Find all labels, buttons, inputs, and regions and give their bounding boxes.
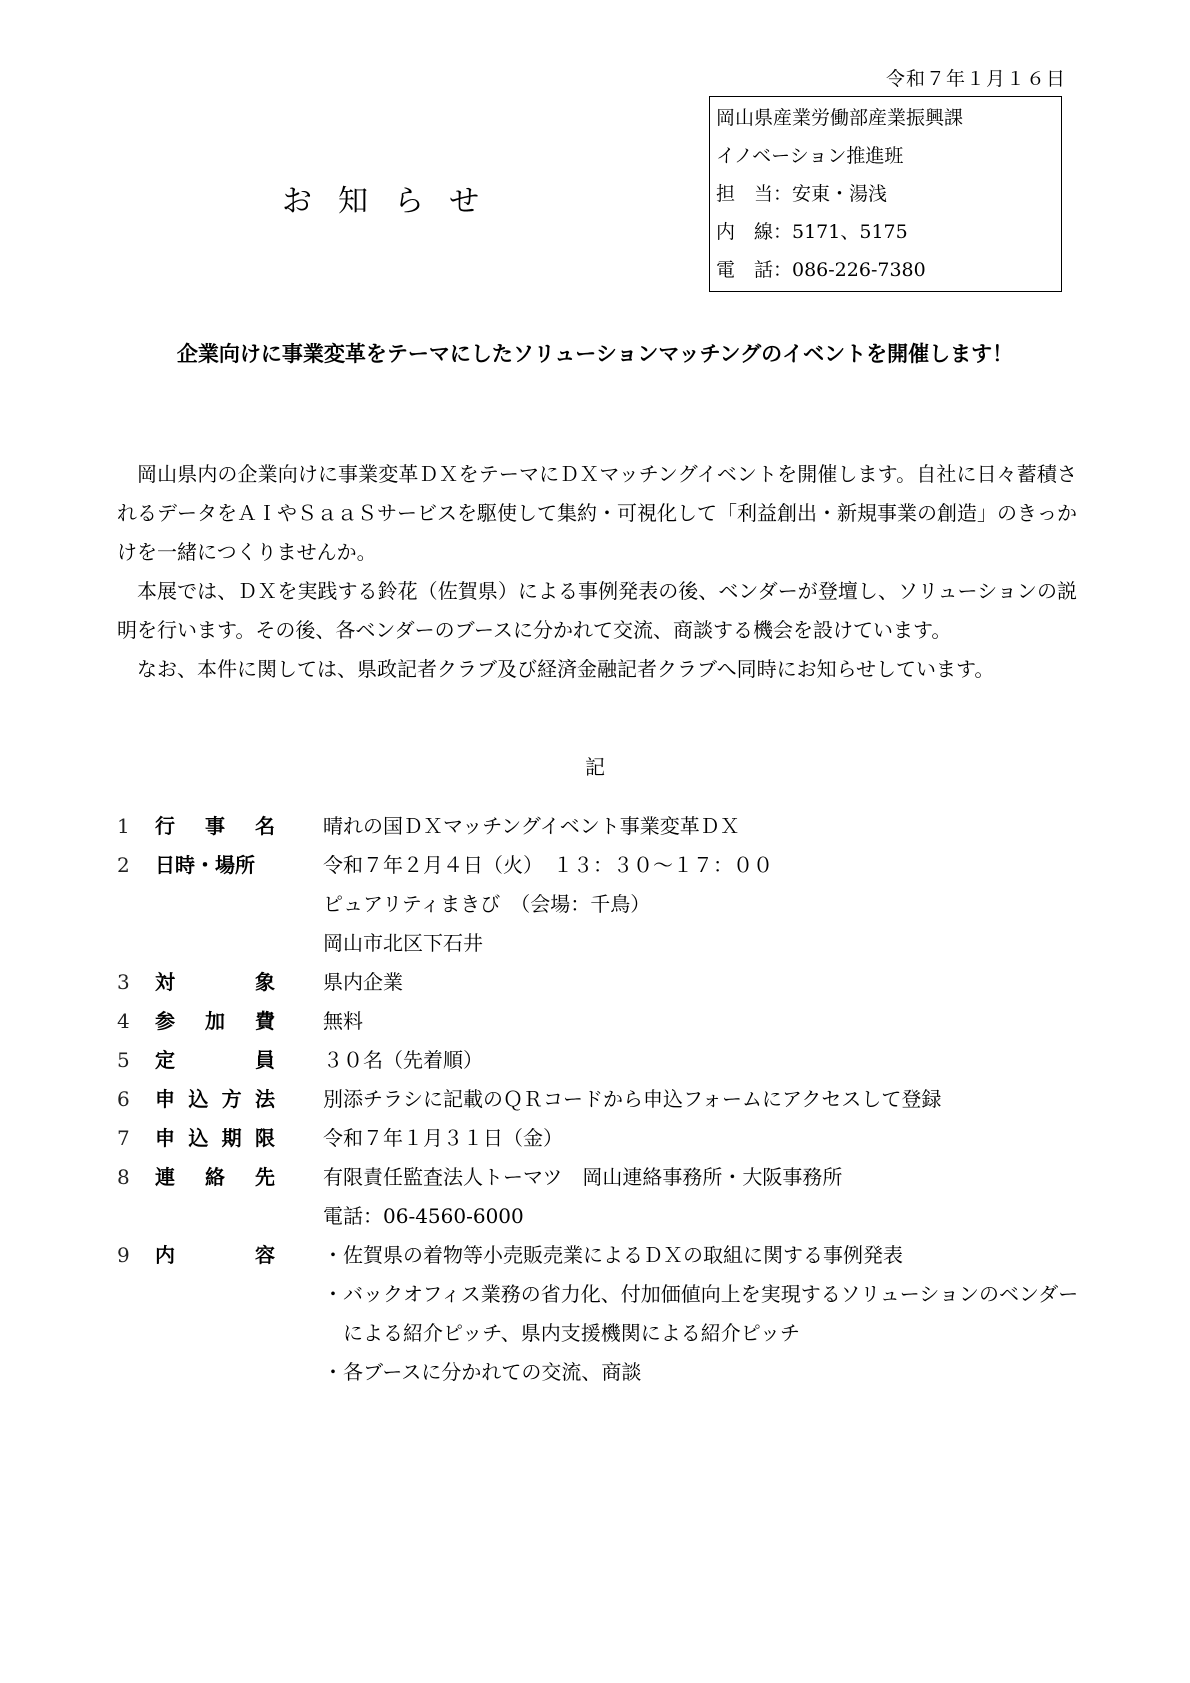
detail-label: 行 事 名 [155, 814, 275, 838]
detail-label: 日時・場所 [155, 853, 255, 877]
detail-item [117, 846, 1097, 963]
contact-box [709, 96, 1062, 292]
detail-item [117, 1119, 1097, 1158]
detail-value: 無料 [323, 1009, 363, 1033]
detail-item [117, 1080, 1097, 1119]
details-list [117, 807, 1097, 1392]
detail-item [117, 963, 1097, 1002]
headline: 企業向けに事業変革をテーマにしたソリューションマッチングのイベントを開催します！ [176, 342, 1014, 366]
body-text [117, 455, 1077, 689]
detail-item [117, 1002, 1097, 1041]
detail-values [323, 1041, 1097, 1080]
detail-item [117, 1158, 1097, 1236]
detail-number: 8 [117, 1165, 130, 1189]
detail-values [323, 1080, 1097, 1119]
ki-heading: 記 [585, 755, 605, 779]
detail-number: 7 [117, 1126, 130, 1150]
detail-value: ・バックオフィス業務の省力化、付加価値向上を実現するソリューションのベンダーによる紹介ピッチ、県内支援機関による紹介ピッチ [323, 1282, 1079, 1345]
detail-label: 対 象 [155, 970, 275, 994]
body-paragraph-2: 本展では、ＤＸを実践する鈴花（佐賀県）による事例発表の後、ベンダーが登壇し、ソリューションの説明を行います。その後、各ベンダーのブースに分かれて交流、商談する機会を設けています。 [117, 579, 1077, 642]
contact-department: 岡山県産業労働部産業振興課 [716, 107, 964, 129]
detail-number: 5 [117, 1048, 130, 1072]
detail-values [323, 1002, 1097, 1041]
detail-value: ・佐賀県の着物等小売販売業によるＤＸの取組に関する事例発表 [323, 1243, 903, 1267]
body-paragraph-3: なお、本件に関しては、県政記者クラブ及び経済金融記者クラブへ同時にお知らせしています。 [137, 657, 995, 681]
detail-values [323, 963, 1097, 1002]
detail-value: ・各ブースに分かれての交流、商談 [323, 1360, 642, 1384]
contact-team: イノベーション推進班 [716, 145, 904, 167]
detail-label: 内 容 [155, 1243, 275, 1267]
detail-label: 申 込 方 法 [155, 1087, 275, 1111]
detail-label: 定 員 [155, 1048, 275, 1072]
detail-value: 別添チラシに記載のＱＲコードから申込フォームにアクセスして登録 [323, 1087, 942, 1111]
detail-label: 申 込 期 限 [155, 1126, 275, 1150]
detail-value: 電話：06-4560-6000 [323, 1204, 524, 1228]
detail-value: 晴れの国ＤＸマッチングイベント事業変革ＤＸ [323, 814, 740, 838]
detail-values [323, 1158, 1097, 1236]
detail-number: 2 [117, 853, 130, 877]
detail-number: 4 [117, 1009, 130, 1033]
contact-person: 担 当：安東・湯浅 [716, 183, 888, 205]
detail-value: 令和７年１月３１日（金） [323, 1126, 563, 1150]
notice-title: お知らせ [282, 184, 506, 219]
detail-values [323, 1236, 1097, 1392]
detail-label: 参 加 費 [155, 1009, 275, 1033]
detail-value: 県内企業 [323, 970, 403, 994]
detail-values [323, 1119, 1097, 1158]
detail-item [117, 1041, 1097, 1080]
detail-value: 岡山市北区下石井 [323, 931, 483, 955]
detail-item [117, 1236, 1097, 1392]
detail-values [323, 807, 1097, 846]
detail-number: 3 [117, 970, 130, 994]
detail-value: ３０名（先着順） [323, 1048, 483, 1072]
issue-date: 令和７年１月１６日 [885, 68, 1066, 90]
detail-number: 6 [117, 1087, 130, 1111]
detail-values [323, 846, 1097, 963]
detail-number: 9 [117, 1243, 130, 1267]
detail-label: 連 絡 先 [155, 1165, 275, 1189]
detail-value: 令和７年２月４日（火） １３：３０～１７：００ [323, 853, 773, 877]
detail-value: 有限責任監査法人トーマツ 岡山連絡事務所・大阪事務所 [323, 1165, 843, 1189]
body-paragraph-1: 岡山県内の企業向けに事業変革ＤＸをテーマにＤＸマッチングイベントを開催します。自社に日々蓄積されるデータをＡＩやＳａａＳサービスを駆使して集約・可視化して「利益創出・新規事業の創造」のきっかけを一緒につくりませんか。 [117, 462, 1077, 564]
contact-extension: 内 線：5171、5175 [716, 221, 908, 243]
detail-item [117, 807, 1097, 846]
detail-number: 1 [117, 814, 130, 838]
contact-phone: 電 話：086-226-7380 [716, 259, 926, 281]
detail-value: ピュアリティまきび （会場：千鳥） [323, 892, 651, 916]
